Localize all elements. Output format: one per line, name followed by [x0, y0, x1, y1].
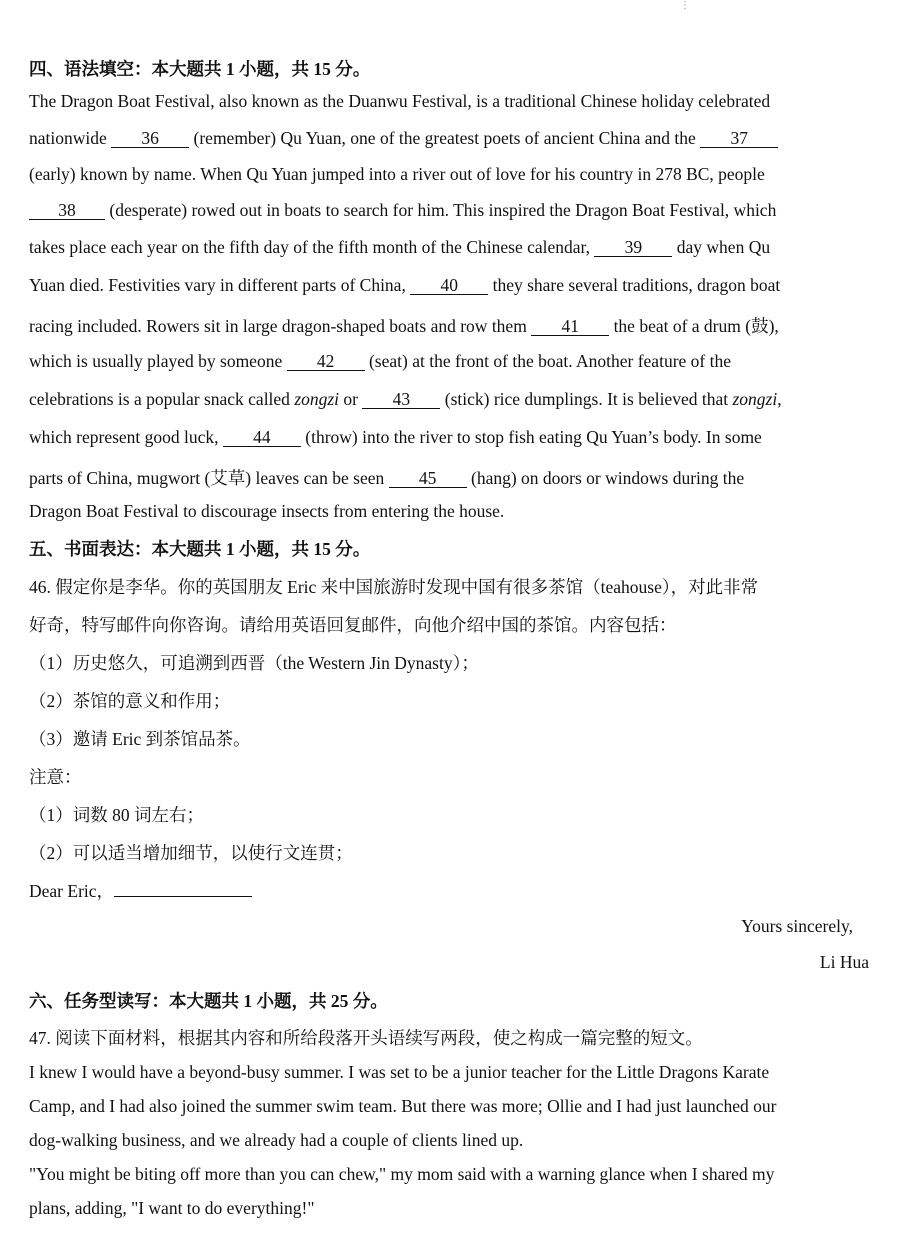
passage-line-1: The Dragon Boat Festival, also known as the Duanwu Festival, is a traditional Chinese holiday celebrated: [29, 91, 771, 111]
text: (desperate) rowed out in boats to search for him. This inspired the Dragon Boat Festival, which: [105, 200, 777, 220]
text: parts of China, mugwort (艾草) leaves can be seen: [29, 468, 389, 488]
text: they share several traditions, dragon boat: [488, 275, 781, 295]
text: which is usually played by someone: [29, 351, 287, 371]
text: racing included. Rowers sit in large dragon-shaped boats and row them: [29, 316, 532, 336]
text: celebrations is a popular snack called: [29, 389, 295, 409]
blank-45[interactable]: 45: [389, 469, 467, 488]
zongzi-term: zongzi: [294, 389, 340, 409]
q46-item-1: （1）历史悠久，可追溯到西晋（the Western Jin Dynasty）；: [29, 653, 479, 673]
text: which represent good luck,: [29, 427, 223, 447]
blank-40[interactable]: 40: [410, 276, 488, 295]
zongzi-term: zongzi: [732, 389, 778, 409]
q46-prompt-line-1: 46. 假定你是李华。你的英国朋友 Eric 来中国旅游时发现中国有很多茶馆（teahouse），对此非常: [29, 577, 759, 597]
letter-signature: Li Hua: [819, 952, 869, 972]
page-mark: ⋮: [680, 0, 690, 11]
blank-44[interactable]: 44: [223, 428, 301, 447]
q47-prompt: 47. 阅读下面材料，根据其内容和所给段落开头语续写两段，使之构成一篇完整的短文。: [29, 1028, 703, 1048]
passage-line-2: [29, 128, 778, 149]
text: (remember) Qu Yuan, one of the greatest poets of ancient China and the: [189, 128, 701, 148]
text: nationwide: [29, 128, 112, 148]
section4-heading: 四、语法填空：本大题共 1 小题，共 15 分。: [29, 59, 371, 79]
q46-item-2: （2）茶馆的意义和作用；: [29, 691, 231, 711]
passage-line-10: [29, 427, 762, 448]
story-line-3: dog-walking business, and we already had a couple of clients lined up.: [29, 1130, 524, 1150]
greeting-text: Dear Eric，: [29, 881, 115, 901]
blank-37[interactable]: 37: [700, 129, 778, 148]
passage-line-5: [29, 237, 770, 258]
letter-closing: Yours sincerely,: [741, 916, 853, 936]
note-1: （1）词数 80 词左右；: [29, 805, 204, 825]
passage-line-11: [29, 465, 744, 490]
passage-line-12: Dragon Boat Festival to discourage insects from entering the house.: [29, 501, 505, 521]
text: takes place each year on the fifth day of the fifth month of the Chinese calendar,: [29, 237, 595, 257]
text: (stick) rice dumplings. It is believed that: [440, 389, 733, 409]
passage-line-3: (early) known by name. When Qu Yuan jumped into a river out of love for his country in 278 BC, people: [29, 164, 765, 184]
blank-36[interactable]: 36: [111, 129, 189, 148]
text: ,: [777, 389, 782, 409]
text: or: [339, 389, 363, 409]
text: the beat of a drum (鼓),: [609, 316, 779, 336]
text: day when Qu: [672, 237, 771, 257]
story-line-5: plans, adding, "I want to do everything!": [29, 1198, 315, 1218]
story-line-1: I knew I would have a beyond-busy summer. I was set to be a junior teacher for the Little Dragons Karate: [29, 1062, 770, 1082]
passage-line-6: [29, 275, 780, 296]
text: (throw) into the river to stop fish eating Qu Yuan’s body. In some: [300, 427, 762, 447]
letter-greeting: [29, 878, 252, 903]
passage-line-4: [29, 200, 776, 221]
note-2: （2）可以适当增加细节，以使行文连贯；: [29, 843, 353, 863]
writing-blank[interactable]: [114, 882, 252, 897]
section6-heading: 六、任务型读写：本大题共 1 小题，共 25 分。: [29, 991, 388, 1011]
blank-39[interactable]: 39: [594, 238, 672, 257]
note-label: 注意：: [29, 767, 82, 787]
passage-line-7: [29, 313, 779, 338]
q46-prompt-line-2: 好奇，特写邮件向你咨询。请给用英语回复邮件，向他介绍中国的茶馆。内容包括：: [29, 615, 677, 635]
text: (seat) at the front of the boat. Another feature of the: [364, 351, 731, 371]
q46-item-3: （3）邀请 Eric 到茶馆品茶。: [29, 729, 251, 749]
blank-43[interactable]: 43: [362, 390, 440, 409]
blank-41[interactable]: 41: [531, 317, 609, 336]
passage-line-8: [29, 351, 731, 372]
text: Yuan died. Festivities vary in different parts of China,: [29, 275, 411, 295]
text: (hang) on doors or windows during the: [466, 468, 745, 488]
story-line-4: "You might be biting off more than you can chew," my mom said with a warning glance when I shared my: [29, 1164, 775, 1184]
passage-line-9: [29, 389, 782, 410]
blank-42[interactable]: 42: [287, 352, 365, 371]
story-line-2: Camp, and I had also joined the summer swim team. But there was more; Ollie and I had just launched our: [29, 1096, 777, 1116]
section5-heading: 五、书面表达：本大题共 1 小题，共 15 分。: [29, 539, 371, 559]
blank-38[interactable]: 38: [29, 201, 105, 220]
